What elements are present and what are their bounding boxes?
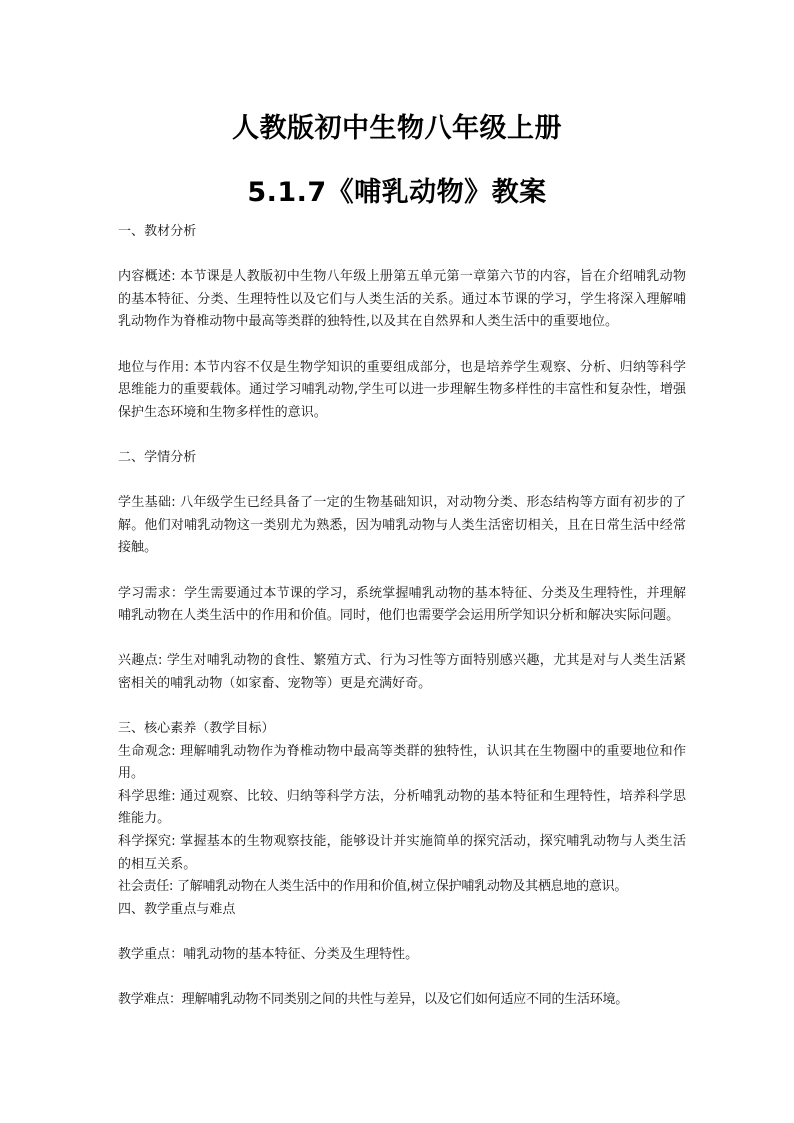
section-heading-core-literacy: 三、核心素养（教学目标） [118,721,275,737]
section-heading-textbook-analysis: 一、教材分析 [118,224,197,239]
section-heading-student-analysis: 二、学情分析 [118,449,197,465]
paragraph-gap [118,921,686,944]
document-body [118,221,686,1012]
paragraph-gap [118,560,686,583]
paragraph-student-foundation: 学生基础: 八年级学生已经具备了一定的生物基础知识，对动物分类、形态结构等方面有初步的了解。他们对哺乳动物这一类别尤为熟悉，因为哺乳动物与人类生活密切相关，且在日常生活中经常接触。 [118,495,686,556]
paragraph-teaching-key-points: 教学重点：哺乳动物的基本特征、分类及生理特性。 [118,947,419,962]
paragraph-teaching-difficult-points: 教学难点：理解哺乳动物不同类别之间的共性与差异，以及它们如何适应不同的生活环境。 [118,992,629,1008]
paragraph-position-role: 地位与作用: 本节内容不仅是生物学知识的重要组成部分，也是培养学生观察、分析、归纳等科学思维能力的重要载体。通过学习哺乳动物,学生可以进一步理解生物多样性的丰富性和复杂性，增强保护生态环境和生物多样性的意识。 [118,359,686,420]
paragraph-gap [118,334,686,357]
paragraph-scientific-thinking: 科学思维: 通过观察、比较、归纳等科学方法，分析哺乳动物的基本特征和生理特性，培养科学思维能力。 [118,788,686,827]
paragraph-gap [118,470,686,493]
paragraph-gap [118,695,686,718]
paragraph-social-responsibility: 社会责任: 了解哺乳动物在人类生活中的作用和价值,树立保护哺乳动物及其栖息地的意识。 [118,879,628,895]
paragraph-gap [118,967,686,990]
paragraph-interest-points: 兴趣点: 学生对哺乳动物的食性、繁殖方式、行为习性等方面特别感兴趣，尤其是对与人类生活紧密相关的哺乳动物（如家畜、宠物等）更是充满好奇。 [118,653,686,691]
document-title-line-2: 5.1.7《哺乳动物》教案 [247,177,547,208]
paragraph-gap [118,244,686,267]
paragraph-content-overview: 内容概述: 本节课是人教版初中生物八年级上册第五单元第一章第六节的内容，旨在介绍哺乳动物的基本特征、分类、生理特性以及它们与人类生活的关系。通过本节课的学习，学生将深入理解哺乳动物作为脊椎动物中最高等类群的独特性,以及其在自然界和人类生活中的重要地位。 [118,269,686,330]
paragraph-gap [118,628,686,651]
paragraph-life-concept: 生命观念: 理解哺乳动物作为脊椎动物中最高等类群的独特性，认识其在生物圈中的重要地位和作用。 [118,743,686,782]
section-heading-key-difficult-points: 四、教学重点与难点 [118,901,236,917]
paragraph-gap [118,424,686,447]
document-title-line-1: 人教版初中生物八年级上册 [232,113,562,144]
paragraph-scientific-inquiry: 科学探究: 掌握基本的生物观察技能，能够设计并实施简单的探究活动，探究哺乳动物与人类生活的相互关系。 [118,834,686,872]
paragraph-learning-needs: 学习需求：学生需要通过本节课的学习，系统掌握哺乳动物的基本特征、分类及生理特性，并理解哺乳动物在人类生活中的作用和价值。同时，他们也需要学会运用所学知识分析和解决实际问题。 [118,585,686,624]
